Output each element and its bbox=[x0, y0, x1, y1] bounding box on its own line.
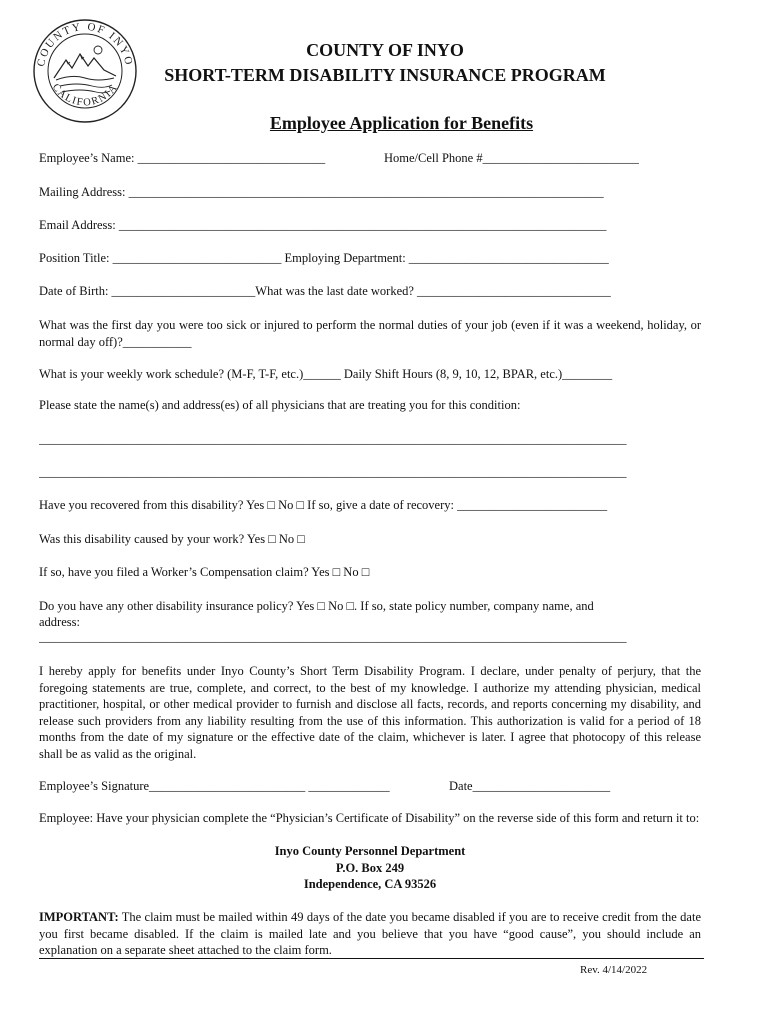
employee-name-field[interactable]: Employee’s Name: ______________________________ bbox=[39, 151, 326, 165]
dob-last-worked-field[interactable]: Date of Birth: _______________________What was the last date worked? _______________________________ bbox=[39, 284, 611, 298]
signature-field[interactable]: Employee’s Signature_________________________ _____________ bbox=[39, 779, 390, 793]
revision-date: Rev. 4/14/2022 bbox=[580, 964, 648, 976]
signature-date-field[interactable]: Date______________________ bbox=[449, 779, 611, 793]
important-text: The claim must be mailed within 49 days of the date you became disabled if you are to receive credit from the date you first became disabled. If the claim is mailed late and you believe that you have “good cause”, you should include an explanation on a separate sheet attached to the claim form. bbox=[39, 910, 701, 958]
physicians-line-1[interactable]: ______________________________________________________________________________________________ bbox=[39, 432, 627, 446]
email-address-field[interactable]: Email Address: ______________________________________________________________________________ bbox=[39, 218, 607, 232]
physicians-line-2[interactable]: ______________________________________________________________________________________________ bbox=[39, 465, 627, 479]
other-policy-address-label: address: bbox=[39, 615, 80, 629]
address-line-3: Independence, CA 93526 bbox=[303, 877, 437, 891]
program-title: SHORT-TERM DISABILITY INSURANCE PROGRAM bbox=[164, 65, 606, 85]
position-department-field[interactable]: Position Title: ___________________________ Employing Department: ________________________________ bbox=[39, 251, 609, 265]
work-schedule-field[interactable]: What is your weekly work schedule? (M-F, T-F, etc.)______ Daily Shift Hours (8, 9, 10, 12, BPAR, etc.)________ bbox=[39, 367, 613, 381]
return-instructions: Employee: Have your physician complete the “Physician’s Certificate of Disability” on the reverse side of this form and return it to: bbox=[39, 811, 700, 825]
work-caused-question[interactable]: Was this disability caused by your work? Yes □ No □ bbox=[39, 532, 305, 546]
important-label: IMPORTANT: bbox=[39, 910, 119, 924]
recovered-question[interactable]: Have you recovered from this disability? Yes □ No □ If so, give a date of recovery: ________________________ bbox=[39, 498, 608, 512]
phone-field[interactable]: Home/Cell Phone #_________________________ bbox=[384, 151, 639, 165]
physicians-question: Please state the name(s) and address(es) of all physicians that are treating you for this condition: bbox=[39, 398, 521, 412]
first-sick-day-field[interactable]: What was the first day you were too sick or injured to perform the normal duties of your job (even if it was a weekend, holiday, or normal day off)?___________ bbox=[39, 318, 701, 349]
other-policy-question[interactable]: Do you have any other disability insurance policy? Yes □ No □. If so, state policy number, company name, and bbox=[39, 599, 594, 613]
county-title: COUNTY OF INYO bbox=[306, 40, 464, 60]
seal-bottom-text: CALIFORNIA bbox=[49, 81, 121, 109]
bottom-divider bbox=[39, 958, 704, 959]
declaration-paragraph: I hereby apply for benefits under Inyo County’s Short Term Disability Program. I declare, under penalty of perjury, that the foregoing statements are true, complete, and correct, to the best of my knowledge. I authorize my attending physician, medical practitioner, hospital, or other medical provider to furnish and disclose all facts, records, and reports concerning my disability, and release such providers from any liability resulting from the use of this information. This authorization is valid for a period of 18 months from the date of my signature or the effective date of the claim, whichever is later. I agree that photocopy of this release shall be as valid as the original. bbox=[39, 664, 701, 761]
important-notice bbox=[39, 909, 701, 959]
workers-comp-question[interactable]: If so, have you filed a Worker’s Compensation claim? Yes □ No □ bbox=[39, 565, 370, 579]
other-policy-line[interactable]: ______________________________________________________________________________________________ bbox=[39, 630, 627, 644]
seal-top-text: COUNTY OF INYO bbox=[35, 20, 135, 68]
form-subtitle: Employee Application for Benefits bbox=[269, 113, 534, 133]
address-line-1: Inyo County Personnel Department bbox=[274, 844, 466, 858]
address-line-2: P.O. Box 249 bbox=[335, 861, 405, 875]
mailing-address-field[interactable]: Mailing Address: ____________________________________________________________________________ bbox=[39, 185, 604, 199]
